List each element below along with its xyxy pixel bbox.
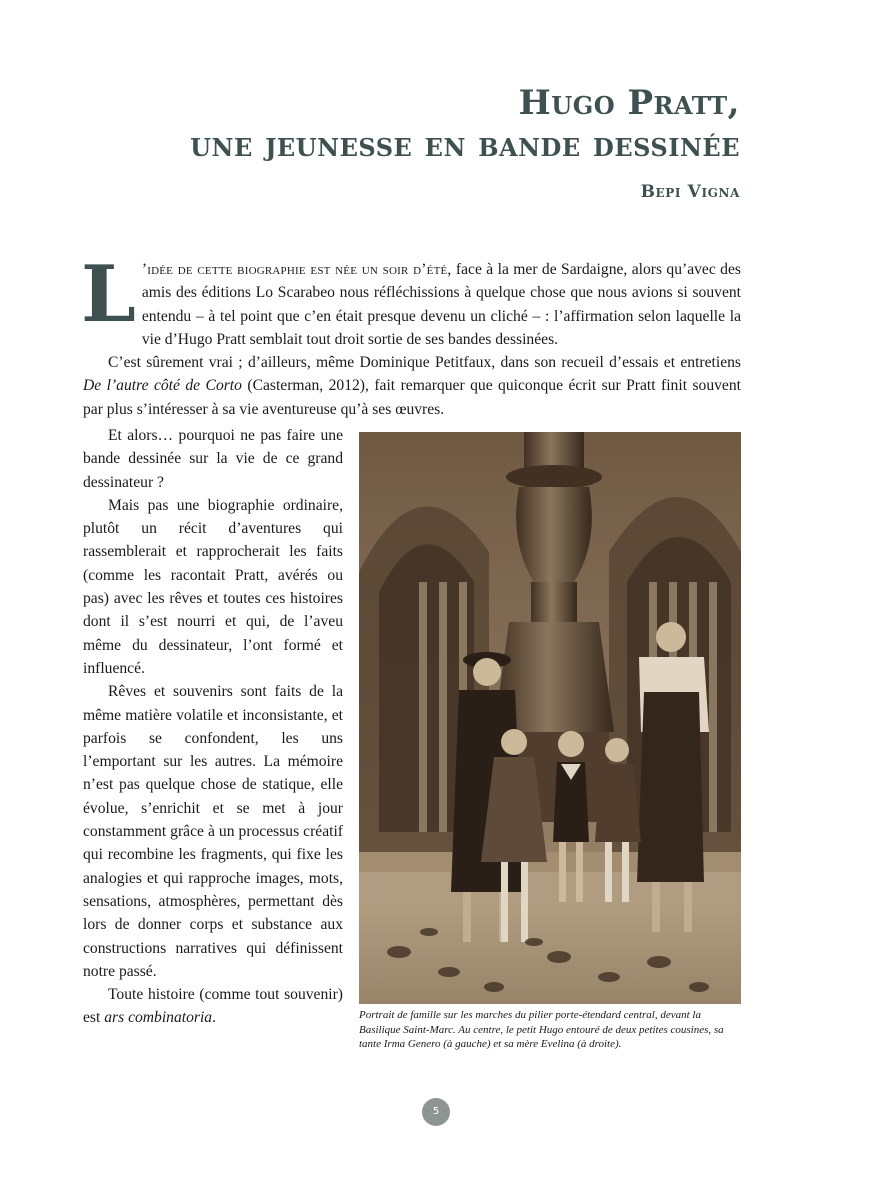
book-title: De l’autre côté de Corto <box>83 377 242 395</box>
paragraph-6-text-b: . <box>212 1009 217 1027</box>
paragraph-2-text-b: (Casterman, 2012), fait remarquer que quiconque écrit sur Pratt finit souvent par plus s’intéresser à sa vie aventureuse qu’à ses œuvres. <box>83 377 741 418</box>
paragraph-6 <box>83 983 343 1030</box>
paragraph-4: Mais pas une biographie ordinaire, plutôt un récit d’aventures qui rassemblerait et rapprocherait les faits (comme les racontait Pratt, avérés ou pas) avec les rêves et toutes ces histoires dont il s’est nourri et qui, de l’aveu même du dessinateur, l’ont formé et influencé. <box>83 496 343 677</box>
latin-phrase: ars combinatoria <box>104 1009 213 1027</box>
intro-text <box>81 249 741 421</box>
page-number-badge: 5 <box>422 1098 450 1126</box>
family-photo-illustration <box>359 432 741 1004</box>
drop-cap: L <box>81 249 136 340</box>
title-block <box>80 82 740 202</box>
left-column <box>83 424 343 1030</box>
lead-smallcaps: ’idée de cette biographie est née un soir d’été, <box>141 261 452 278</box>
title-line-1: Hugo Pratt, <box>518 83 740 123</box>
paragraph-1 <box>81 249 741 351</box>
paragraph-1-text: face à la mer de Sardaigne, alors qu’avec des amis des éditions Lo Scarabeo nous réfléchissions à quelque chose que nous avions si souvent entendu – à tel point que c’en était presque devenu un cliché – : l’affirmation selon laquelle la vie d’Hugo Pratt semblait tout droit sortie de ses bandes dessinées. <box>141 261 741 348</box>
paragraph-2 <box>83 351 741 421</box>
author-name: Bepi Vigna <box>640 182 740 202</box>
paragraph-2-text-a: C’est sûrement vrai ; d’ailleurs, même Dominique Petitfaux, dans son recueil d’essais et entretiens <box>108 354 741 372</box>
title-line-2: une jeunesse en bande dessinée <box>190 125 740 165</box>
paragraph-3: Et alors… pourquoi ne pas faire une bande dessinée sur la vie de ce grand dessinateur ? <box>83 427 343 491</box>
photo-caption: Portrait de famille sur les marches du pilier porte-étendard central, devant la Basilique Saint-Marc. Au centre, le petit Hugo entouré de deux petites cousines, sa tante Irma Genero (à gauche) et sa mère Evelina (à droite). <box>359 1009 724 1050</box>
paragraph-5: Rêves et souvenirs sont faits de la même matière volatile et inconsistante, et parfois se confondent, les uns l’emportant sur les autres. La mémoire n’est pas quelque chose de statique, elle évolue, s’enrichit et se met à jour constamment grâce à un processus créatif qui recombine les fragments, qui fixe les analogies et qui rapproche images, mots, sensations, atmosphères, permettant dès lors de donner corps et substance aux constructions narratives qui définissent notre passé. <box>83 683 343 980</box>
paragraph-6-text-a: Toute histoire (comme tout souvenir) est <box>83 986 343 1027</box>
family-photo <box>359 432 741 1004</box>
